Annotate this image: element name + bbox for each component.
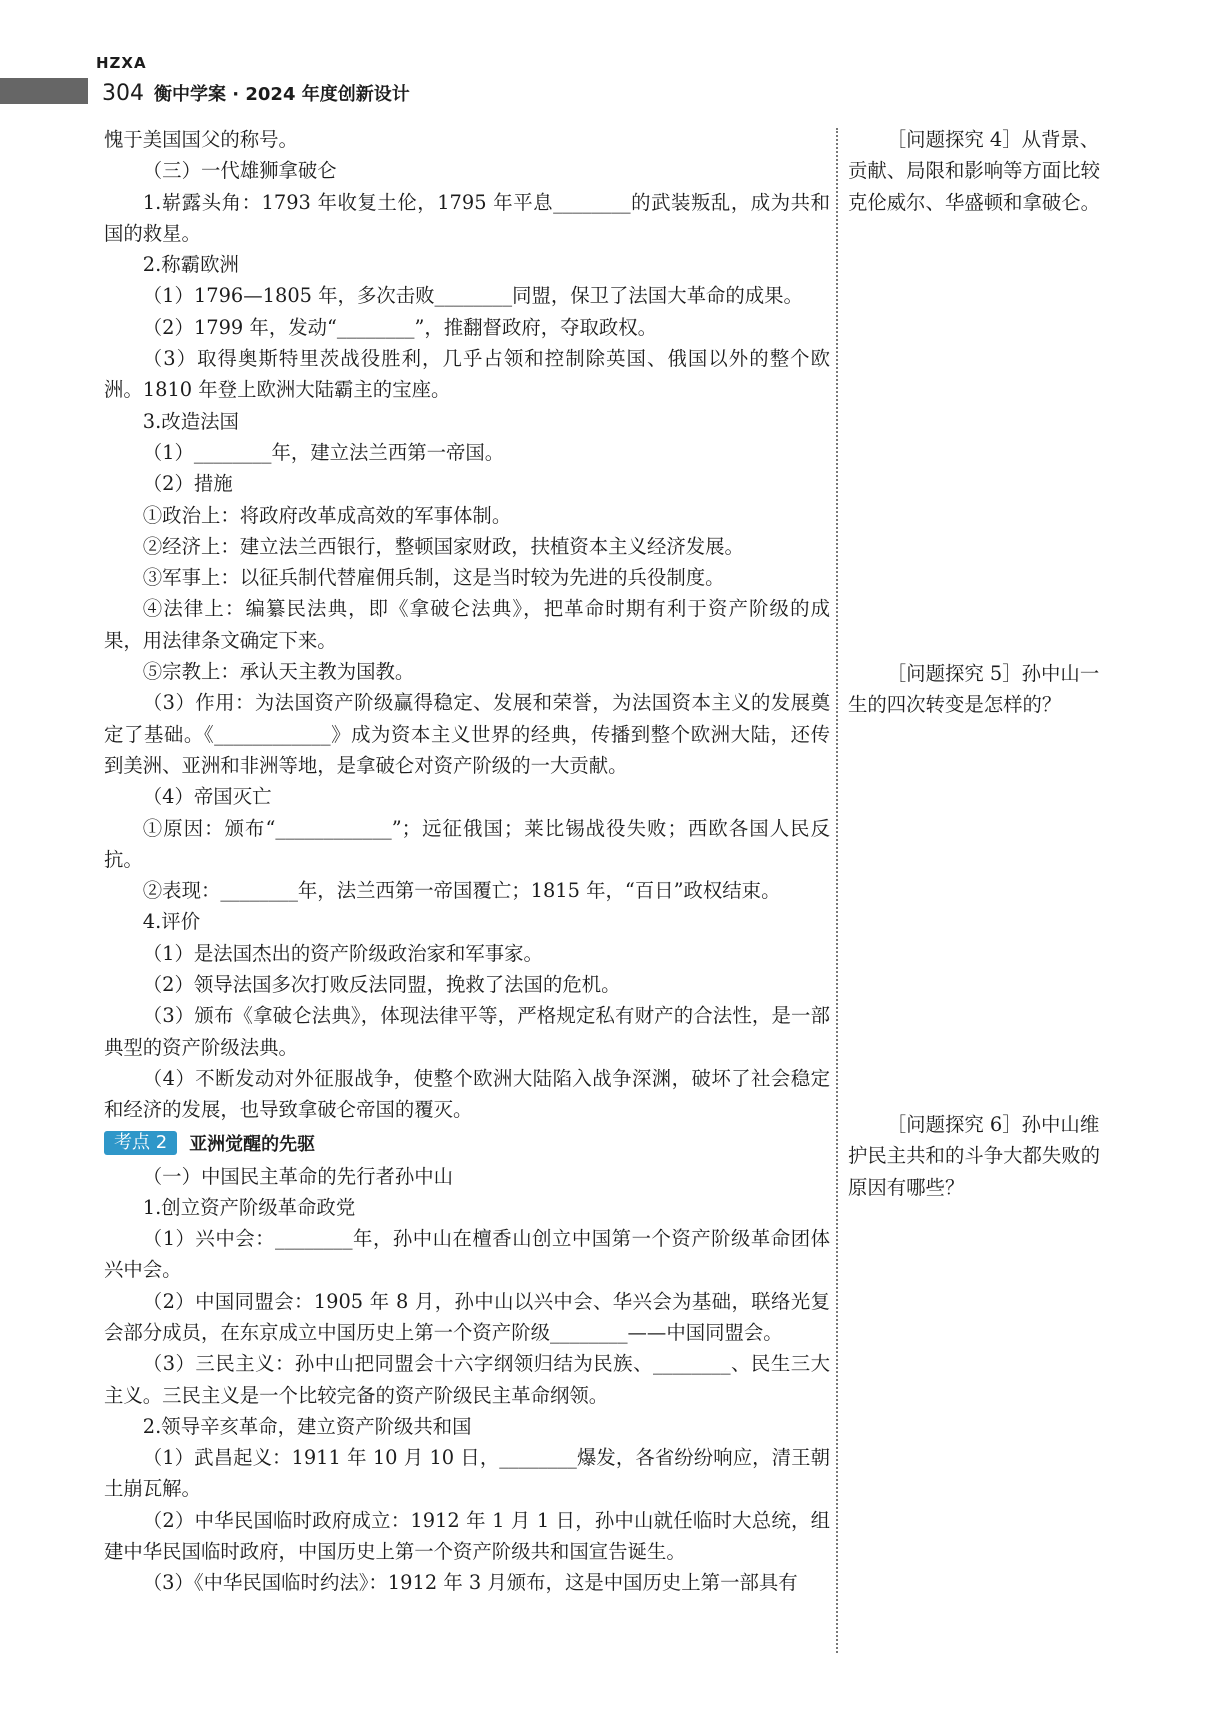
sidebar-question-4: [848, 124, 1118, 218]
paragraph: 1.创立资产阶级革命政党: [142, 1195, 356, 1219]
section-title: 亚洲觉醒的先驱: [189, 1134, 316, 1155]
paragraph: （2）1799 年，发动“________”，推翻督政府，夺取政权。: [142, 315, 658, 339]
paragraph: 4.评价: [142, 910, 201, 934]
paragraph: ①原因：颁布“____________”；远征俄国；莱比锡战役失败；西欧各国人民反抗。: [104, 816, 830, 871]
paragraph: ④法律上：编纂民法典，即《拿破仑法典》，把革命时期有利于资产阶级的成果，用法律条文确定下来。: [104, 597, 830, 652]
paragraph: ②经济上：建立法兰西银行，整顿国家财政，扶植资本主义经济发展。: [142, 534, 744, 558]
column-divider: [836, 128, 838, 1653]
question-6-text: ［问题探究 6］孙中山维护民主共和的斗争大都失败的原因有哪些？: [848, 1113, 1101, 1199]
sidebar-question-5: [848, 658, 1118, 721]
page-header: [102, 80, 410, 106]
paragraph: （1）1796—1805 年，多次击败________同盟，保卫了法国大革命的成果。: [142, 284, 803, 308]
paragraph: （2）中华民国临时政府成立：1912 年 1 月 1 日，孙中山就任临时大总统，组建中华民国临时政府，中国历史上第一个资产阶级共和国宣告诞生。: [104, 1508, 830, 1564]
header-bar: [0, 78, 88, 104]
paragraph: （2）中国同盟会：1905 年 8 月，孙中山以兴中会、华兴会为基础，联络光复会部分成员，在东京成立中国历史上第一个资产阶级________——中国同盟会。: [104, 1289, 830, 1344]
section-heading: [104, 1128, 830, 1159]
main-column: [104, 124, 830, 1599]
paragraph: 2.称霸欧洲: [142, 253, 239, 277]
paragraph: （2）领导法国多次打败反法同盟，挽救了法国的危机。: [142, 973, 621, 997]
paragraph: （3）《中华民国临时约法》：1912 年 3 月颁布，这是中国历史上第一部具有: [142, 1571, 798, 1595]
question-4-text: ［问题探究 4］从背景、贡献、局限和影响等方面比较克伦威尔、华盛顿和拿破仑。: [848, 128, 1101, 214]
section-napoleon: [104, 124, 830, 1126]
paragraph: （1）是法国杰出的资产阶级政治家和军事家。: [142, 941, 543, 965]
paragraph: 2.领导辛亥革命，建立资产阶级共和国: [142, 1414, 472, 1438]
paragraph: （3）颁布《拿破仑法典》，体现法律平等，严格规定私有财产的合法性，是一部典型的资产阶级法典。: [104, 1004, 830, 1059]
book-title: 衡中学案 · 2024 年度创新设计: [154, 84, 410, 105]
page-number: 304: [102, 80, 144, 106]
paragraph: （一）中国民主革命的先行者孙中山: [142, 1164, 454, 1188]
paragraph: （1）________年，建立法兰西第一帝国。: [142, 440, 505, 464]
brand-mark: HZXA: [96, 54, 147, 72]
paragraph: 3.改造法国: [142, 409, 239, 433]
paragraph: 愧于美国国父的称号。: [104, 128, 298, 151]
paragraph: （三）一代雄狮拿破仑: [142, 159, 337, 183]
paragraph: 1.崭露头角：1793 年收复土伦，1795 年平息________的武装叛乱，成为共和国的救星。: [104, 190, 830, 245]
paragraph: （3）作用：为法国资产阶级赢得稳定、发展和荣誉，为法国资本主义的发展奠定了基础。《____________》成为资本主义世界的经典，传播到整个欧洲大陆，还传到美洲、亚洲和非洲等地，是拿破仑对资产阶级的一大贡献。: [104, 691, 830, 777]
sidebar-question-6: [848, 1109, 1118, 1203]
paragraph: ①政治上：将政府改革成高效的军事体制。: [142, 503, 512, 527]
paragraph: （3）三民主义：孙中山把同盟会十六字纲领归结为民族、________、民生三大主义。三民主义是一个比较完备的资产阶级民主革命纲领。: [104, 1352, 830, 1407]
question-5-text: ［问题探究 5］孙中山一生的四次转变是怎样的？: [848, 662, 1100, 717]
paragraph: ③军事上：以征兵制代替雇佣兵制，这是当时较为先进的兵役制度。: [142, 566, 725, 590]
paragraph: （3）取得奥斯特里茨战役胜利，几乎占领和控制除英国、俄国以外的整个欧洲。1810 年登上欧洲大陆霸主的宝座。: [104, 347, 830, 402]
paragraph: （1）兴中会：________年，孙中山在檀香山创立中国第一个资产阶级革命团体兴中会。: [104, 1227, 830, 1282]
section-sun-yat-sen: [104, 1161, 830, 1599]
paragraph: （1）武昌起义：1911 年 10 月 10 日，________爆发，各省纷纷响应，清王朝土崩瓦解。: [104, 1446, 830, 1501]
paragraph: ⑤宗教上：承认天主教为国教。: [142, 660, 415, 684]
paragraph: （4）帝国灭亡: [142, 785, 272, 809]
paragraph: （4）不断发动对外征服战争，使整个欧洲大陆陷入战争深渊，破坏了社会稳定和经济的发展，也导致拿破仑帝国的覆灭。: [104, 1066, 830, 1122]
paragraph: （2）措施: [142, 472, 233, 496]
paragraph: ②表现：________年，法兰西第一帝国覆亡；1815 年，“百日”政权结束。: [142, 879, 781, 903]
section-badge: 考点 2: [104, 1131, 177, 1155]
